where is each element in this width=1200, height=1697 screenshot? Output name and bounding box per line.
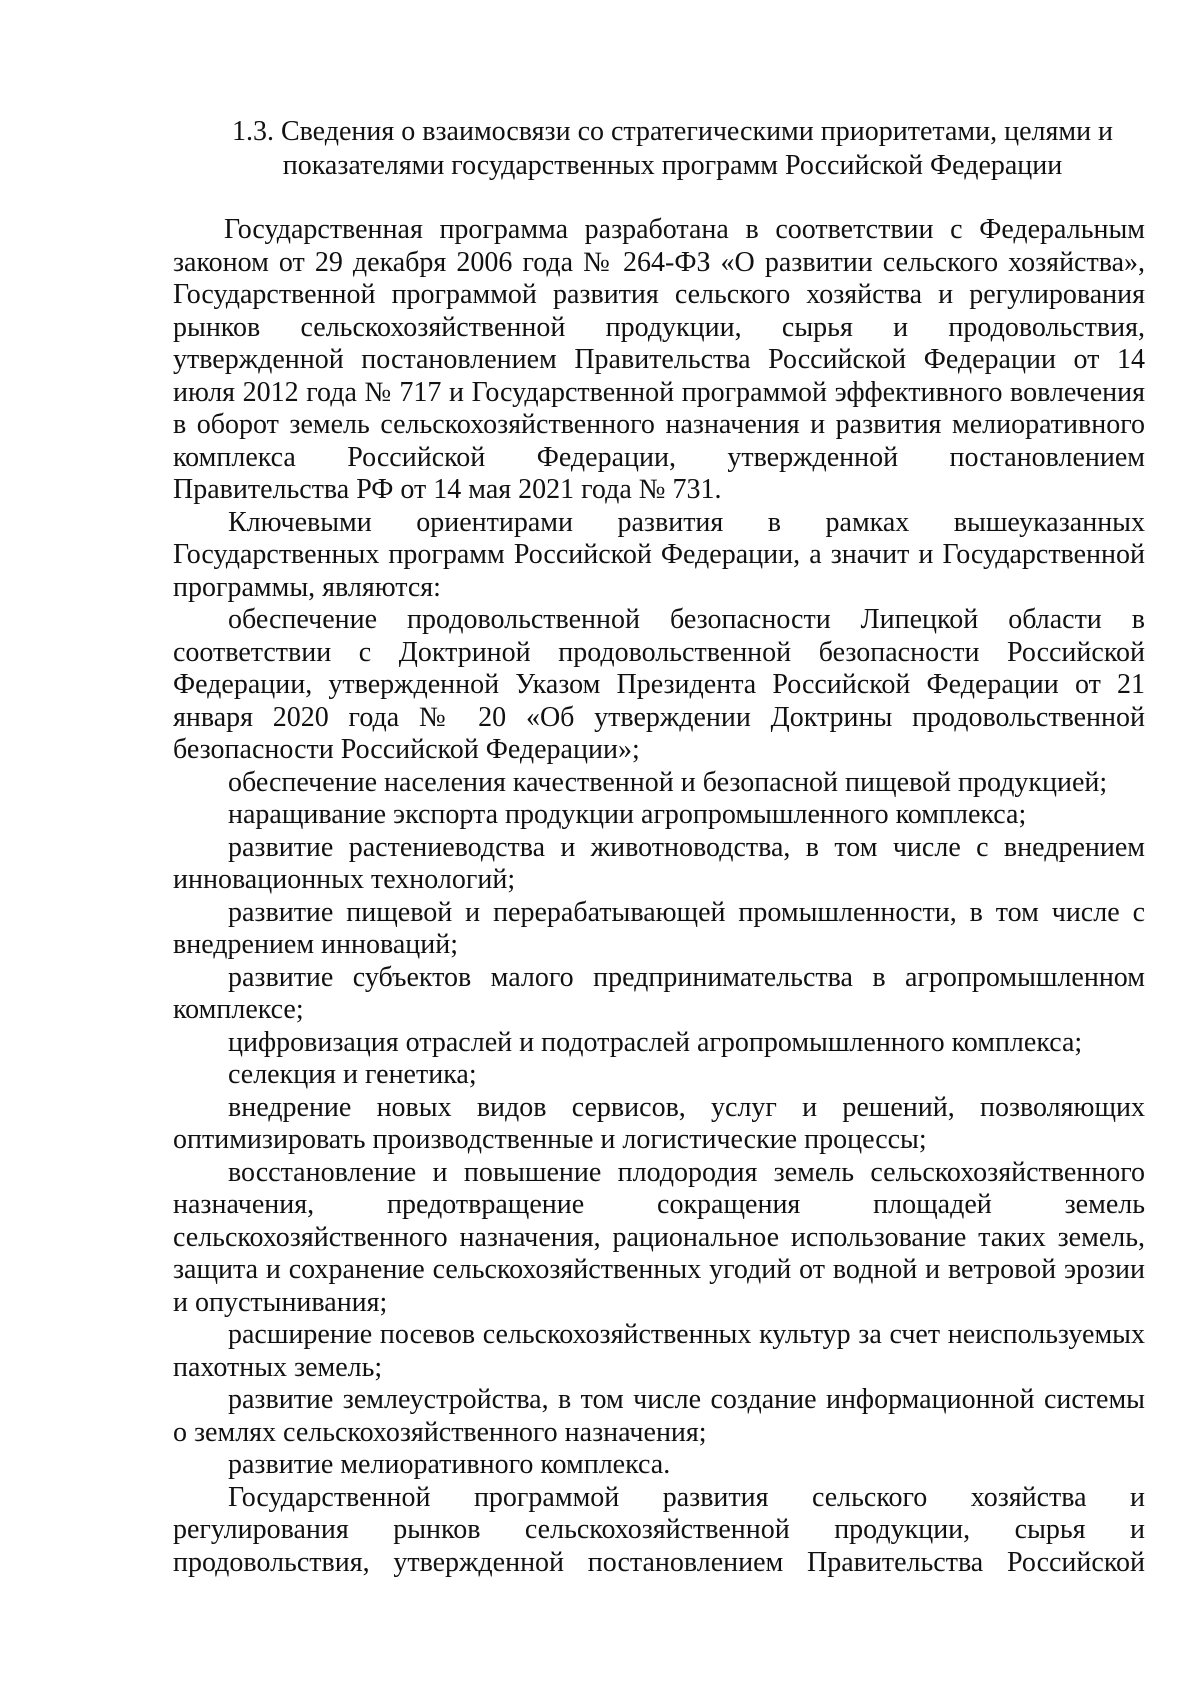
section-heading-line-1: 1.3. Сведения о взаимосвязи со стратегическими приоритетами, целями и [231,116,1114,147]
list-item-selection-genetics: селекция и генетика; [228,1059,477,1090]
list-item-small-business: развитие субъектов малого предпринимательства в агропромышленном комплексе; [173,961,1145,1025]
paragraph-state-program: Государственной программой развития сельского хозяйства и регулирования рынков сельскохозяйственной продукции, сырья и продовольствия, утвержденной постановлением Правительства Российской [173,1481,1145,1578]
list-item-land-management: развитие землеустройства, в том числе создание информационной системы о землях сельскохозяйственного назначения; [173,1384,1145,1448]
list-item-new-services: внедрение новых видов сервисов, услуг и решений, позволяющих оптимизировать производственные и логистические процессы; [173,1091,1145,1155]
section-heading [200,115,1145,183]
list-item-export: наращивание экспорта продукции агропромышленного комплекса; [228,799,1027,830]
list-item-crops-livestock: развитие растениеводства и животноводства, в том числе с внедрением инновационных технологий; [173,831,1145,895]
list-item-food-security: обеспечение продовольственной безопасности Липецкой области в соответствии с Доктриной продовольственной безопасности Российской Федерации, утвержденной Указом Президента Российской Федерации от 21 января 2020 года № 20 «Об утверждении Доктрины продовольственной безопасности Российской Федерации»; [173,604,1145,765]
document-body [173,214,1145,1579]
section-heading-line-2: показателями государственных программ Российской Федерации [282,150,1063,181]
list-item-crop-expansion: расширение посевов сельскохозяйственных культур за счет неиспользуемых пахотных земель; [173,1319,1145,1383]
list-item-soil-fertility: восстановление и повышение плодородия земель сельскохозяйственного назначения, предотвращение сокращения площадей земель сельскохозяйственного назначения, рациональное использование таких земель, защита и сохранение сельскохозяйственных угодий от водной и ветровой эрозии и опустынивания; [173,1156,1145,1318]
list-item-melioration: развитие мелиоративного комплекса. [228,1449,671,1480]
list-item-digitalization: цифровизация отраслей и подотраслей агропромышленного комплекса; [228,1026,1083,1058]
paragraph-intro: Государственная программа разработана в соответствии с Федеральным законом от 29 декабря 2006 года № 264-ФЗ «О развитии сельского хозяйства», Государственной программой развития сельского хозяйства и регулирования рынков сельскохозяйственной продукции, сырья и продовольствия, утвержденной постановлением Правительства Российской Федерации от 14 июля 2012 года № 717 и Государственной программой эффективного вовлечения в оборот земель сельскохозяйственного назначения и развития мелиоративного комплекса Российской Федерации, утвержденной постановлением Правительства РФ от 14 мая 2021 года № 731. [173,214,1145,505]
paragraph-key-guidelines: Ключевыми ориентирами развития в рамках вышеуказанных Государственных программ Российской Федерации, а значит и Государственной программы, являются: [173,506,1145,603]
list-item-food-industry: развитие пищевой и перерабатывающей промышленности, в том числе с внедрением инноваций; [173,896,1145,960]
list-item-quality-food: обеспечение населения качественной и безопасной пищевой продукцией; [228,766,1108,798]
